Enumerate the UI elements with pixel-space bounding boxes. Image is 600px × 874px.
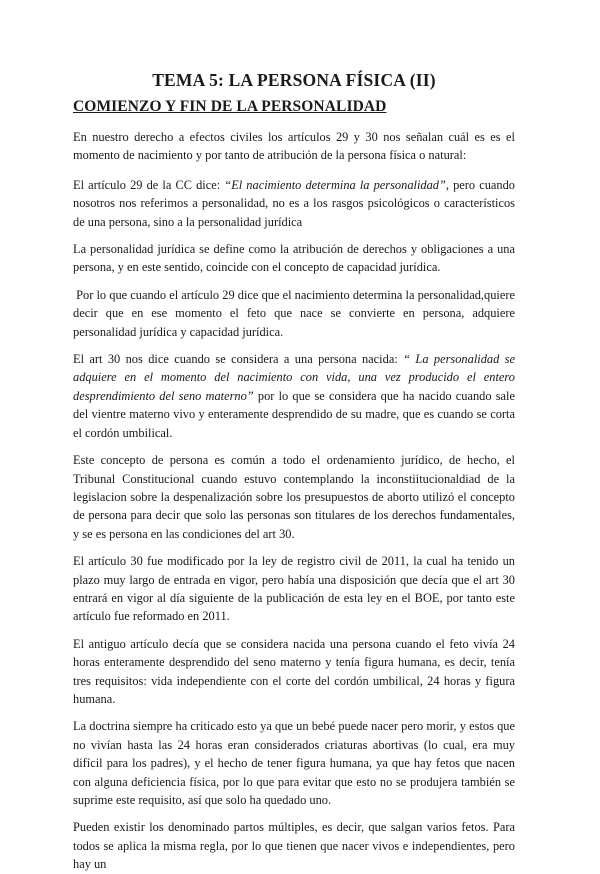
section-heading: COMIENZO Y FIN DE LA PERSONALIDAD — [73, 98, 387, 115]
paragraph-7: El artículo 30 fue modificado por la ley de registro civil de 2011, la cual ha tenido un plazo muy largo de entrada en vigor, pero había una disposición que decía que el art 30 entrará en vigor al día siguiente de la publicación de esta ley en el BOE, por tanto este artículo fue reformado en 2011. — [73, 554, 515, 624]
paragraph-4: Por lo que cuando el artículo 29 dice que el nacimiento determina la personalidad,quiere decir que en ese momento el feto que nace se convierte en persona, adquiere personalidad jurídica y capacidad jurídica. — [73, 287, 519, 339]
paragraph-2-text-b: , pero cuando nosotros nos referimos a personalidad, no es a los rasgos psicológicos o característicos de una persona, sino a la personalidad jurídica — [73, 177, 515, 229]
paragraph-2 — [73, 176, 515, 231]
paragraph-5-text-b: por lo que se considera que ha nacido cuando sale del vientre materno vivo y enteramente desprendido de su madre, que es cuando se corta el cordón umbilical. — [73, 388, 515, 440]
paragraph-1: En nuestro derecho a efectos civiles los artículos 29 y 30 nos señalan cuál es es el momento de nacimiento y por tanto de atribución de la persona física o natural: — [73, 130, 515, 163]
page-title: TEMA 5: LA PERSONA FÍSICA (II) — [152, 70, 436, 90]
paragraph-10: Pueden existir los denominado partos múltiples, es decir, que salgan varios fetos. Para todos se aplica la misma regla, por lo que tienen que nacer vivos e independientes, pero hay un — [73, 820, 515, 872]
paragraph-8: El antiguo artículo decía que se considera nacida una persona cuando el feto vivía 24 horas enteramente desprendido del seno materno y tenía figura humana, es decir, tenía tres requisitos: vida independiente con el corte del cordón umbilical, 24 horas y figura humana. — [73, 636, 515, 706]
article-29-quote: “El nacimiento determina la personalidad” — [224, 177, 446, 192]
paragraph-3: La personalidad jurídica se define como la atribución de derechos y obligaciones a una persona, y en este sentido, coincide con el concepto de capacidad jurídica. — [73, 242, 515, 275]
paragraph-6: Este concepto de persona es común a todo el ordenamiento jurídico, de hecho, el Tribunal Constitucional cuando estuvo contemplando la inconstiitucionaldiad de la legislacion sobre la despenalización sobre los presupuestos de aborto utilizó el concepto de persona para decir que solo las personas son titulares de los derechos fundamentales, y se es persona en las condiciones del art 30. — [73, 453, 515, 541]
paragraph-5-text-a: El art 30 nos dice cuando se considera a una persona nacida: — [73, 352, 404, 367]
paragraph-5 — [73, 350, 515, 442]
paragraph-2-text-a: El artículo 29 de la CC dice: — [73, 177, 225, 192]
article-30-quote: “ La personalidad se adquiere en el momento del nacimiento con vida, una vez producido el entero desprendimiento del seno materno” — [73, 352, 515, 403]
paragraph-9: La doctrina siempre ha criticado esto ya que un bebé puede nacer pero morir, y estos que no vivían hasta las 24 horas eran considerados criaturas abortivas (lo cual, era muy difícil para los padres), y el hecho de tener figura humana, ya que hay fetos que nacen con alguna deficiencia física, por lo que para evitar que esto no se produjera también se suprime este requisito, así que solo ha quedado uno. — [73, 719, 515, 807]
